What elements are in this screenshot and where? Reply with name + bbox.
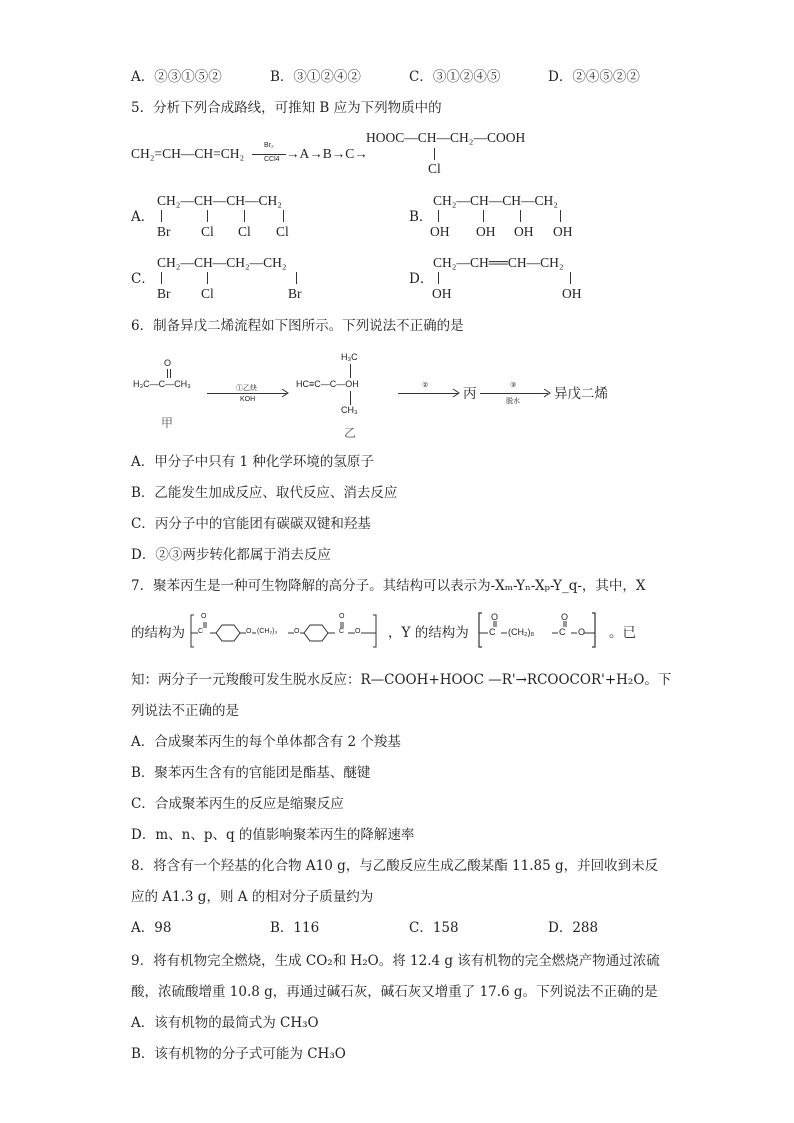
q5-option-d-main: CH₂—CH══CH—CH₂ bbox=[433, 255, 564, 270]
q7-y-oxygen-2: O bbox=[561, 612, 569, 622]
q6-option-d: D．②③两步转化都属于消去反应 bbox=[131, 547, 331, 563]
q7-y-c2: C bbox=[559, 627, 566, 637]
q4-option-a: A．②③①⑤② bbox=[131, 69, 222, 85]
bond bbox=[483, 210, 484, 222]
q7-option-b: B．聚苯丙生含有的官能团是酯基、醚键 bbox=[131, 765, 371, 781]
bond bbox=[438, 272, 439, 284]
q6-jia-label: 甲 bbox=[161, 416, 174, 430]
q7-option-c: C．合成聚苯丙生的反应是缩聚反应 bbox=[131, 796, 344, 812]
q6-step2-top: ② bbox=[422, 382, 429, 389]
q5-product-sub: Cl bbox=[428, 161, 441, 176]
q5-option-c-main: CH₂—CH—CH₂—CH₂ bbox=[157, 255, 287, 270]
q8-line1: 8．将含有一个羟基的化合物 A10 g，与乙酸反应生成乙酸某酯 11.85 g，并回收到未反 bbox=[131, 858, 659, 874]
q7-x-prefix: 的结构为 bbox=[131, 625, 185, 641]
q6-step3-bottom: 脱水 bbox=[506, 398, 520, 405]
q5-option-a-sub-4: Cl bbox=[276, 224, 289, 239]
bond bbox=[207, 210, 208, 222]
q9-line2: 酸，浓硫酸增重 10.8 g，再通过碱石灰，碱石灰又增重了 17.6 g。下列说法不正确的是 bbox=[131, 984, 658, 1000]
arrowhead-icon bbox=[544, 389, 552, 398]
q7-option-d: D．m、n、p、q 的值影响聚苯丙生的降解速率 bbox=[131, 827, 415, 843]
q9-option-a: A．该有机物的最简式为 CH₃O bbox=[131, 1015, 319, 1031]
q7-stem: 7．聚苯丙生是一种可生物降解的高分子。其结构可以表示为-Xₘ-Yₙ-Xₚ-Y_q-，其中，X bbox=[131, 578, 646, 594]
q5-route-rest: →A→B→C→ bbox=[286, 146, 368, 161]
q6-step1-arrow bbox=[207, 393, 287, 394]
q5-option-d-sub-1: OH bbox=[432, 286, 452, 301]
q7-y-prefix: ，Y 的结构为 bbox=[388, 625, 469, 641]
q6-step2-arrow bbox=[398, 393, 458, 394]
q7-x-o1: O bbox=[246, 628, 252, 635]
q7-x-oxygen-1: O bbox=[201, 613, 207, 620]
q7-x-c1: C bbox=[198, 628, 204, 635]
q5-option-b-sub-1: OH bbox=[430, 224, 450, 239]
q8-option-d: D．288 bbox=[548, 920, 599, 936]
q6-jia-main: H₃C—C—CH₃ bbox=[133, 379, 191, 389]
q5-option-c-label: C． bbox=[131, 271, 155, 287]
bond bbox=[161, 210, 162, 222]
q4-option-b: B．③①②④② bbox=[270, 69, 361, 85]
q5-option-d-sub-2: OH bbox=[562, 286, 582, 301]
q7-x-c2: C bbox=[339, 628, 345, 635]
q6-jia-oxygen: O bbox=[164, 358, 172, 368]
q6-yi-main: HC≡C—C—OH bbox=[296, 379, 359, 389]
arrowhead-icon bbox=[453, 389, 461, 398]
q4-option-d: D．②④⑤②② bbox=[548, 69, 640, 85]
q7-x-o3: O bbox=[355, 628, 361, 635]
q7-y-oxygen-1: O bbox=[491, 612, 499, 622]
bond bbox=[296, 272, 297, 284]
q5-option-a-sub-2: Cl bbox=[201, 224, 214, 239]
q5-option-d-label: D． bbox=[409, 271, 434, 287]
bond bbox=[207, 272, 208, 284]
q5-option-b-sub-2: OH bbox=[476, 224, 496, 239]
q5-option-b-main: CH₂—CH—CH—CH₂ bbox=[433, 193, 558, 208]
bond bbox=[350, 391, 351, 405]
q5-option-b-sub-3: OH bbox=[514, 224, 534, 239]
q8-option-b: B．116 bbox=[270, 920, 320, 936]
q5-product-bond bbox=[434, 148, 435, 160]
bond bbox=[161, 272, 162, 284]
q5-option-a-sub-3: Cl bbox=[238, 224, 251, 239]
q5-option-a-sub-1: Br bbox=[157, 224, 171, 239]
q6-option-b: B．乙能发生加成反应、取代反应、消去反应 bbox=[131, 485, 398, 501]
q7-line4: 列说法不正确的是 bbox=[131, 703, 239, 719]
bond bbox=[350, 364, 351, 378]
q6-yi-label: 乙 bbox=[344, 426, 357, 440]
q7-y-o: O bbox=[578, 627, 586, 637]
bond bbox=[283, 210, 284, 222]
q6-yi-top: H₃C bbox=[341, 352, 358, 362]
q5-option-c-sub-2: Cl bbox=[201, 286, 214, 301]
q7-x-o2: O bbox=[294, 628, 300, 635]
q6-step3-arrow bbox=[480, 393, 548, 394]
bond bbox=[520, 210, 521, 222]
bond bbox=[570, 272, 571, 284]
q7-x-structure bbox=[190, 613, 380, 649]
bond bbox=[170, 369, 171, 378]
q5-reagent-top: Br₂ bbox=[264, 142, 274, 149]
bond bbox=[438, 210, 439, 222]
arrowhead-icon bbox=[282, 389, 290, 398]
q5-stem: 5．分析下列合成路线，可推知 B 应为下列物质中的 bbox=[131, 100, 442, 116]
q5-reaction-arrow bbox=[252, 154, 286, 155]
q6-option-c: C．丙分子中的官能团有碳碳双键和羟基 bbox=[131, 516, 371, 532]
q7-x-mid: (CH₂)₃ bbox=[257, 628, 278, 635]
q5-route-start: CH₂=CH—CH=CH₂ bbox=[131, 146, 245, 161]
q7-y-c1: C bbox=[489, 627, 496, 637]
q6-yi-bottom: CH₃ bbox=[341, 405, 358, 415]
q9-line1: 9．将有机物完全燃烧，生成 CO₂和 H₂O。将 12.4 g 该有机物的完全燃烧产物通过浓硫 bbox=[131, 953, 660, 969]
q6-bing: 丙 bbox=[463, 386, 477, 402]
q8-option-a: A．98 bbox=[131, 920, 172, 936]
q5-option-a-main: CH₂—CH—CH—CH₂ bbox=[157, 193, 282, 208]
q7-y-chain: (CH₂)₈ bbox=[508, 627, 535, 637]
q7-line2-end: 。已 bbox=[609, 625, 636, 641]
q7-x-oxygen-2: O bbox=[339, 613, 345, 620]
q4-option-c: C．③①②④⑤ bbox=[409, 69, 501, 85]
q5-option-b-label: B． bbox=[409, 209, 433, 225]
q5-option-b-sub-4: OH bbox=[553, 224, 573, 239]
q5-reagent-bottom: CCl4 bbox=[264, 156, 280, 163]
q6-step3-top: ③ bbox=[510, 382, 517, 389]
q5-option-c-sub-3: Br bbox=[288, 286, 302, 301]
q6-option-a: A．甲分子中只有 1 种化学环境的氢原子 bbox=[131, 454, 374, 470]
q8-option-c: C．158 bbox=[409, 920, 459, 936]
q7-line3: 知：两分子一元羧酸可发生脱水反应：R—COOH+HOOC —R'→RCOOCOR'+H₂O。下 bbox=[131, 672, 672, 688]
q6-final: 异戊二烯 bbox=[554, 386, 608, 402]
bond bbox=[560, 210, 561, 222]
q5-option-c-sub-1: Br bbox=[157, 286, 171, 301]
q6-step1-bottom: KOH bbox=[240, 396, 256, 403]
q6-step1-top: ①乙炔 bbox=[236, 385, 257, 392]
q9-option-b: B．该有机物的分子式可能为 CH₃O bbox=[131, 1046, 346, 1062]
q6-stem: 6．制备异戊二烯流程如下图所示。下列说法不正确的是 bbox=[131, 318, 464, 334]
q5-product-main: HOOC—CH—CH₂—COOH bbox=[366, 130, 526, 145]
q8-line2: 应的 A1.3 g，则 A 的相对分子质量约为 bbox=[131, 889, 374, 905]
bond bbox=[167, 369, 168, 378]
q5-option-a-label: A． bbox=[131, 209, 155, 225]
q7-option-a: A．合成聚苯丙生的每个单体都含有 2 个羧基 bbox=[131, 734, 401, 750]
bond bbox=[244, 210, 245, 222]
